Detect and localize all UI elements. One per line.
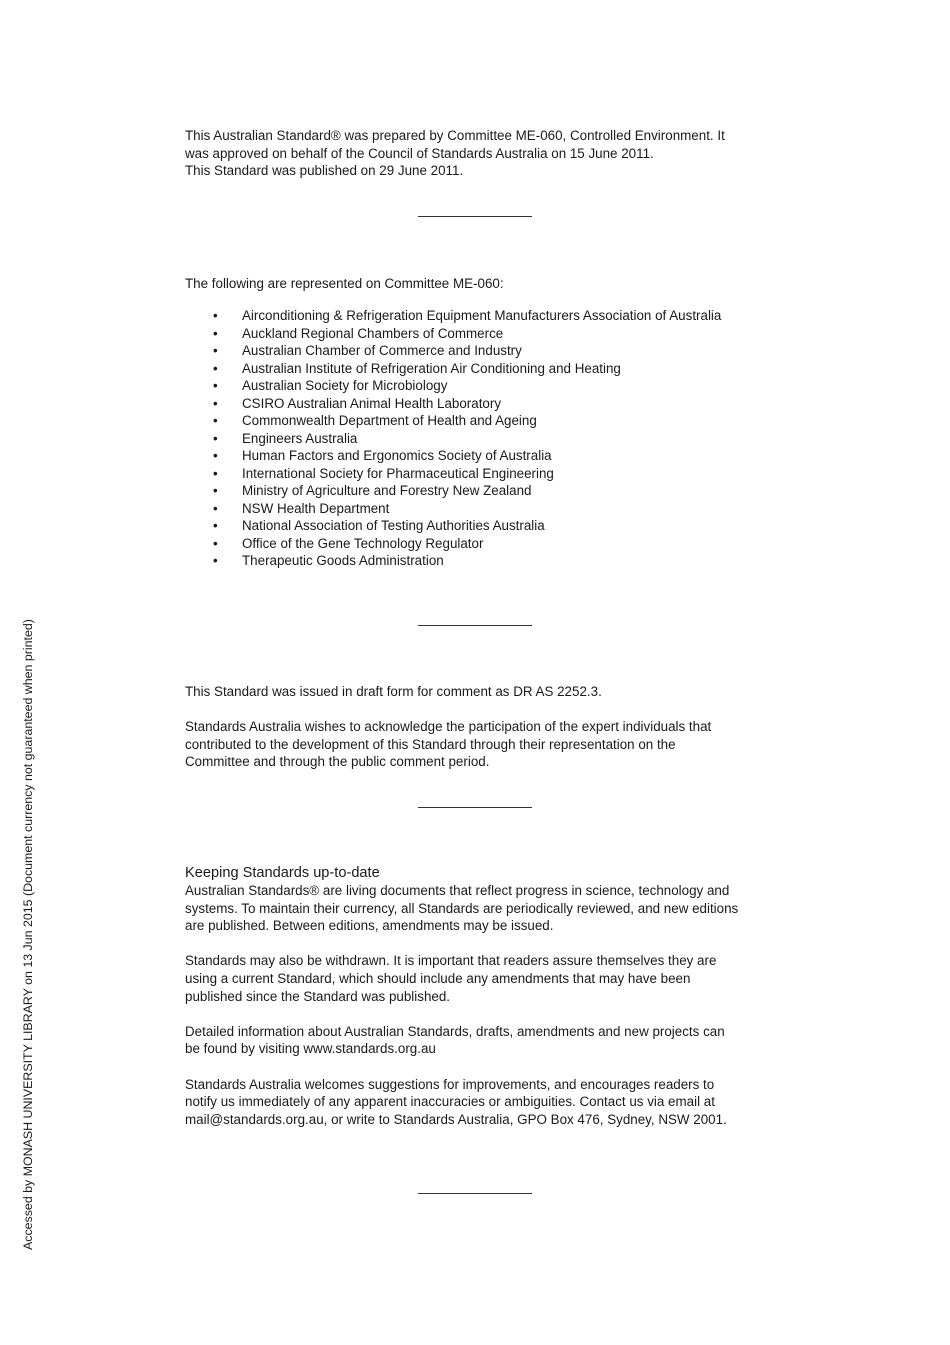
list-item [185,377,785,395]
member-name: CSIRO Australian Animal Health Laboratory [242,395,502,411]
keeping-standards-section [185,864,775,1128]
member-name: Engineers Australia [242,430,358,446]
paragraph-line: mail@standards.org.au, or write to Standards Australia, GPO Box 476, Sydney, NSW 2001. [185,1111,727,1127]
intro-line: was approved on behalf of the Council of Standards Australia on 15 June 2011. [185,145,654,161]
intro-block [185,127,775,180]
paragraph-line: systems. To maintain their currency, all Standards are periodically reviewed, and new editions [185,900,739,916]
paragraph-line: be found by visiting www.standards.org.au [185,1041,436,1057]
member-name: Auckland Regional Chambers of Commerce [242,325,504,341]
bullet-icon: • [213,535,218,551]
paragraph-line: are published. Between editions, amendments may be issued. [185,918,554,934]
acknowledgement-line: Standards Australia wishes to acknowledge the participation of the expert individuals that [185,719,712,735]
section-divider [418,216,532,217]
member-name: Airconditioning & Refrigeration Equipment Manufacturers Association of Australia [242,308,722,323]
bullet-icon: • [213,395,218,411]
member-name: Human Factors and Ergonomics Society of Australia [242,448,552,463]
draft-block [185,683,775,771]
list-item [185,482,785,500]
bullet-icon: • [213,483,218,498]
paragraph-line: Standards Australia welcomes suggestions for improvements, and encourages readers to [185,1076,715,1092]
member-name: NSW Health Department [242,500,390,516]
intro-line: This Australian Standard® was prepared by Committee ME-060, Controlled Environment. It [185,128,725,143]
member-name: International Society for Pharmaceutical Engineering [242,465,554,481]
bullet-icon: • [213,413,218,428]
list-item [185,465,785,483]
bullet-icon: • [213,518,218,533]
list-item [185,517,785,535]
section-divider [418,807,532,808]
draft-issued-text: This Standard was issued in draft form for comment as DR AS 2252.3. [185,684,602,699]
paragraph-line: published since the Standard was published. [185,988,451,1004]
paragraph-line: using a current Standard, which should include any amendments that may have been [185,970,691,986]
list-item [185,412,785,430]
list-item [185,395,785,413]
section-divider [418,625,532,626]
member-name: Australian Institute of Refrigeration Air Conditioning and Heating [242,360,621,376]
committee-heading [185,275,775,293]
paragraph-line: notify us immediately of any apparent inaccuracies or ambiguities. Contact us via email at [185,1094,715,1110]
member-name: National Association of Testing Authorities Australia [242,518,545,533]
member-name: Therapeutic Goods Administration [242,553,444,568]
section-divider [418,1193,532,1194]
committee-member-list [185,307,785,570]
member-name: Ministry of Agriculture and Forestry New Zealand [242,483,532,498]
list-item [185,325,785,343]
bullet-icon: • [213,500,218,516]
bullet-icon: • [213,553,218,568]
member-name: Australian Society for Microbiology [242,378,448,393]
paragraph-line: Australian Standards® are living documents that reflect progress in science, technology and [185,883,730,898]
section-heading: Keeping Standards up-to-date [185,865,380,881]
list-item [185,342,785,360]
acknowledgement-line: Committee and through the public comment period. [185,754,490,770]
bullet-icon: • [213,465,218,481]
intro-line: This Standard was published on 29 June 2011. [185,163,464,179]
list-item [185,535,785,553]
list-item [185,430,785,448]
bullet-icon: • [213,343,218,358]
member-name: Office of the Gene Technology Regulator [242,535,484,551]
member-name: Commonwealth Department of Health and Ageing [242,413,537,428]
paragraph-line: Detailed information about Australian Standards, drafts, amendments and new projects can [185,1023,725,1039]
bullet-icon: • [213,378,218,393]
bullet-icon: • [213,325,218,341]
bullet-icon: • [213,430,218,446]
paragraph-line: Standards may also be withdrawn. It is important that readers assure themselves they are [185,953,717,969]
list-item [185,447,785,465]
list-item [185,360,785,378]
member-name: Australian Chamber of Commerce and Industry [242,343,522,358]
bullet-icon: • [213,308,218,323]
list-item [185,552,785,570]
acknowledgement-line: contributed to the development of this Standard through their representation on the [185,736,676,752]
bullet-icon: • [213,360,218,376]
list-item [185,307,785,325]
committee-heading-text: The following are represented on Committee ME-060: [185,276,504,291]
access-notice: Accessed by MONASH UNIVERSITY LIBRARY on 13 Jun 2015 (Document currency not guaranteed when printed) [21,619,35,1250]
list-item [185,500,785,518]
bullet-icon: • [213,448,218,463]
